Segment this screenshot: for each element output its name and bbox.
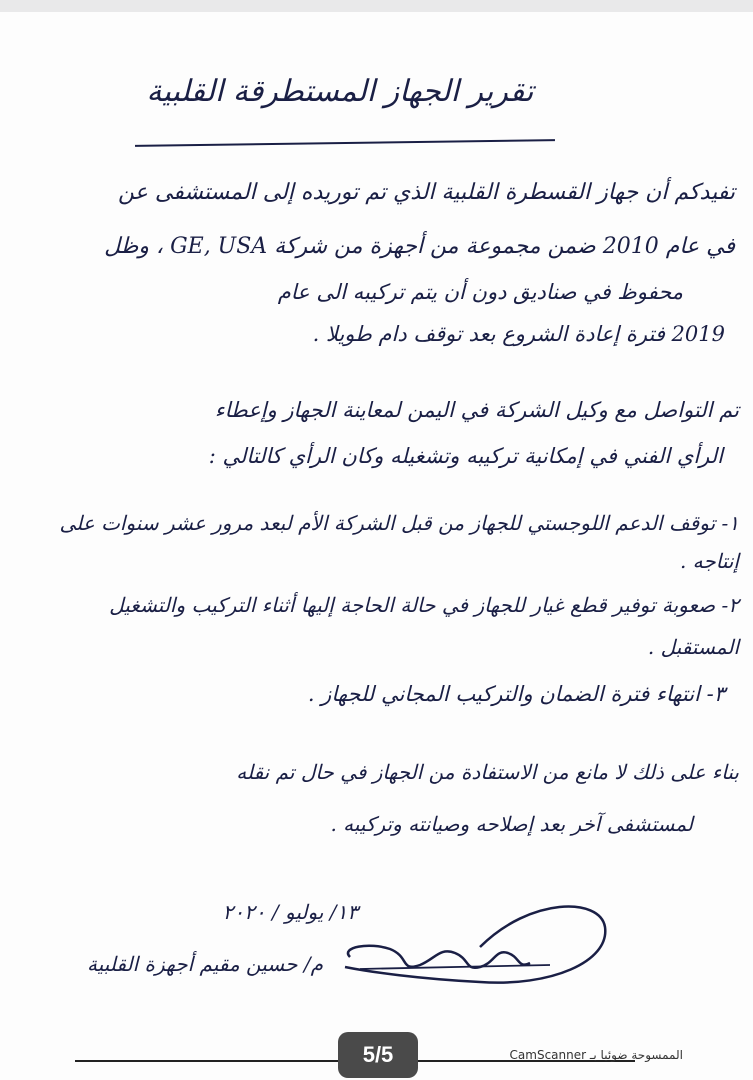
conclusion-line2: لمستشفى آخر بعد إصلاحه وصيانته وتركيبه . [330, 812, 693, 836]
document-title: تقرير الجهاز المستطرقة القلبية [146, 74, 534, 109]
date-line: ١٣/ يوليو / ٢٠٢٠ [222, 900, 358, 924]
top-bar [0, 0, 753, 12]
paragraph1-line3: محفوظ في صناديق دون أن يتم تركيبه الى عام [277, 280, 683, 304]
conclusion-line1: بناء على ذلك لا مانع من الاستفادة من الجهاز في حال تم نقله [236, 760, 739, 784]
paragraph1-line2: في عام 2010 ضمن مجموعة من أجهزة من شركة GE, USA ، وظل [104, 234, 735, 259]
camscanner-label: الممسوحة ضوئيا بـ CamScanner [509, 1048, 683, 1062]
list-item-3: ٣- انتهاء فترة الضمان والتركيب المجاني للجهاز . [307, 682, 725, 706]
signatory-line: م/ حسين مقيم أجهزة القلبية [86, 952, 323, 976]
title-underline [135, 139, 555, 147]
paragraph1-line1: تفيدكم أن جهاز القسطرة القلبية الذي تم توريده إلى المستشفى عن [118, 180, 735, 205]
paragraph2-line1: تم التواصل مع وكيل الشركة في اليمن لمعاينة الجهاز وإعطاء [214, 398, 739, 422]
page-indicator-badge: 5/5 [338, 1032, 418, 1078]
paragraph2-line2: الرأي الفني في إمكانية تركيبه وتشغيله وكان الرأي كالتالي : [208, 444, 723, 468]
scanned-page [0, 12, 753, 1080]
paragraph1-line4: 2019 فترة إعادة الشروع بعد توقف دام طويلا . [312, 322, 725, 346]
handwritten-signature [330, 887, 620, 997]
list-item-2: ٢- صعوبة توفير قطع غيار للجهاز في حالة الحاجة إليها أثناء التركيب والتشغيل المستقبل . [109, 593, 739, 659]
list-item-1: ١- توقف الدعم اللوجستي للجهاز من قبل الشركة الأم لبعد مرور عشر سنوات على إنتاجه . [59, 511, 739, 573]
